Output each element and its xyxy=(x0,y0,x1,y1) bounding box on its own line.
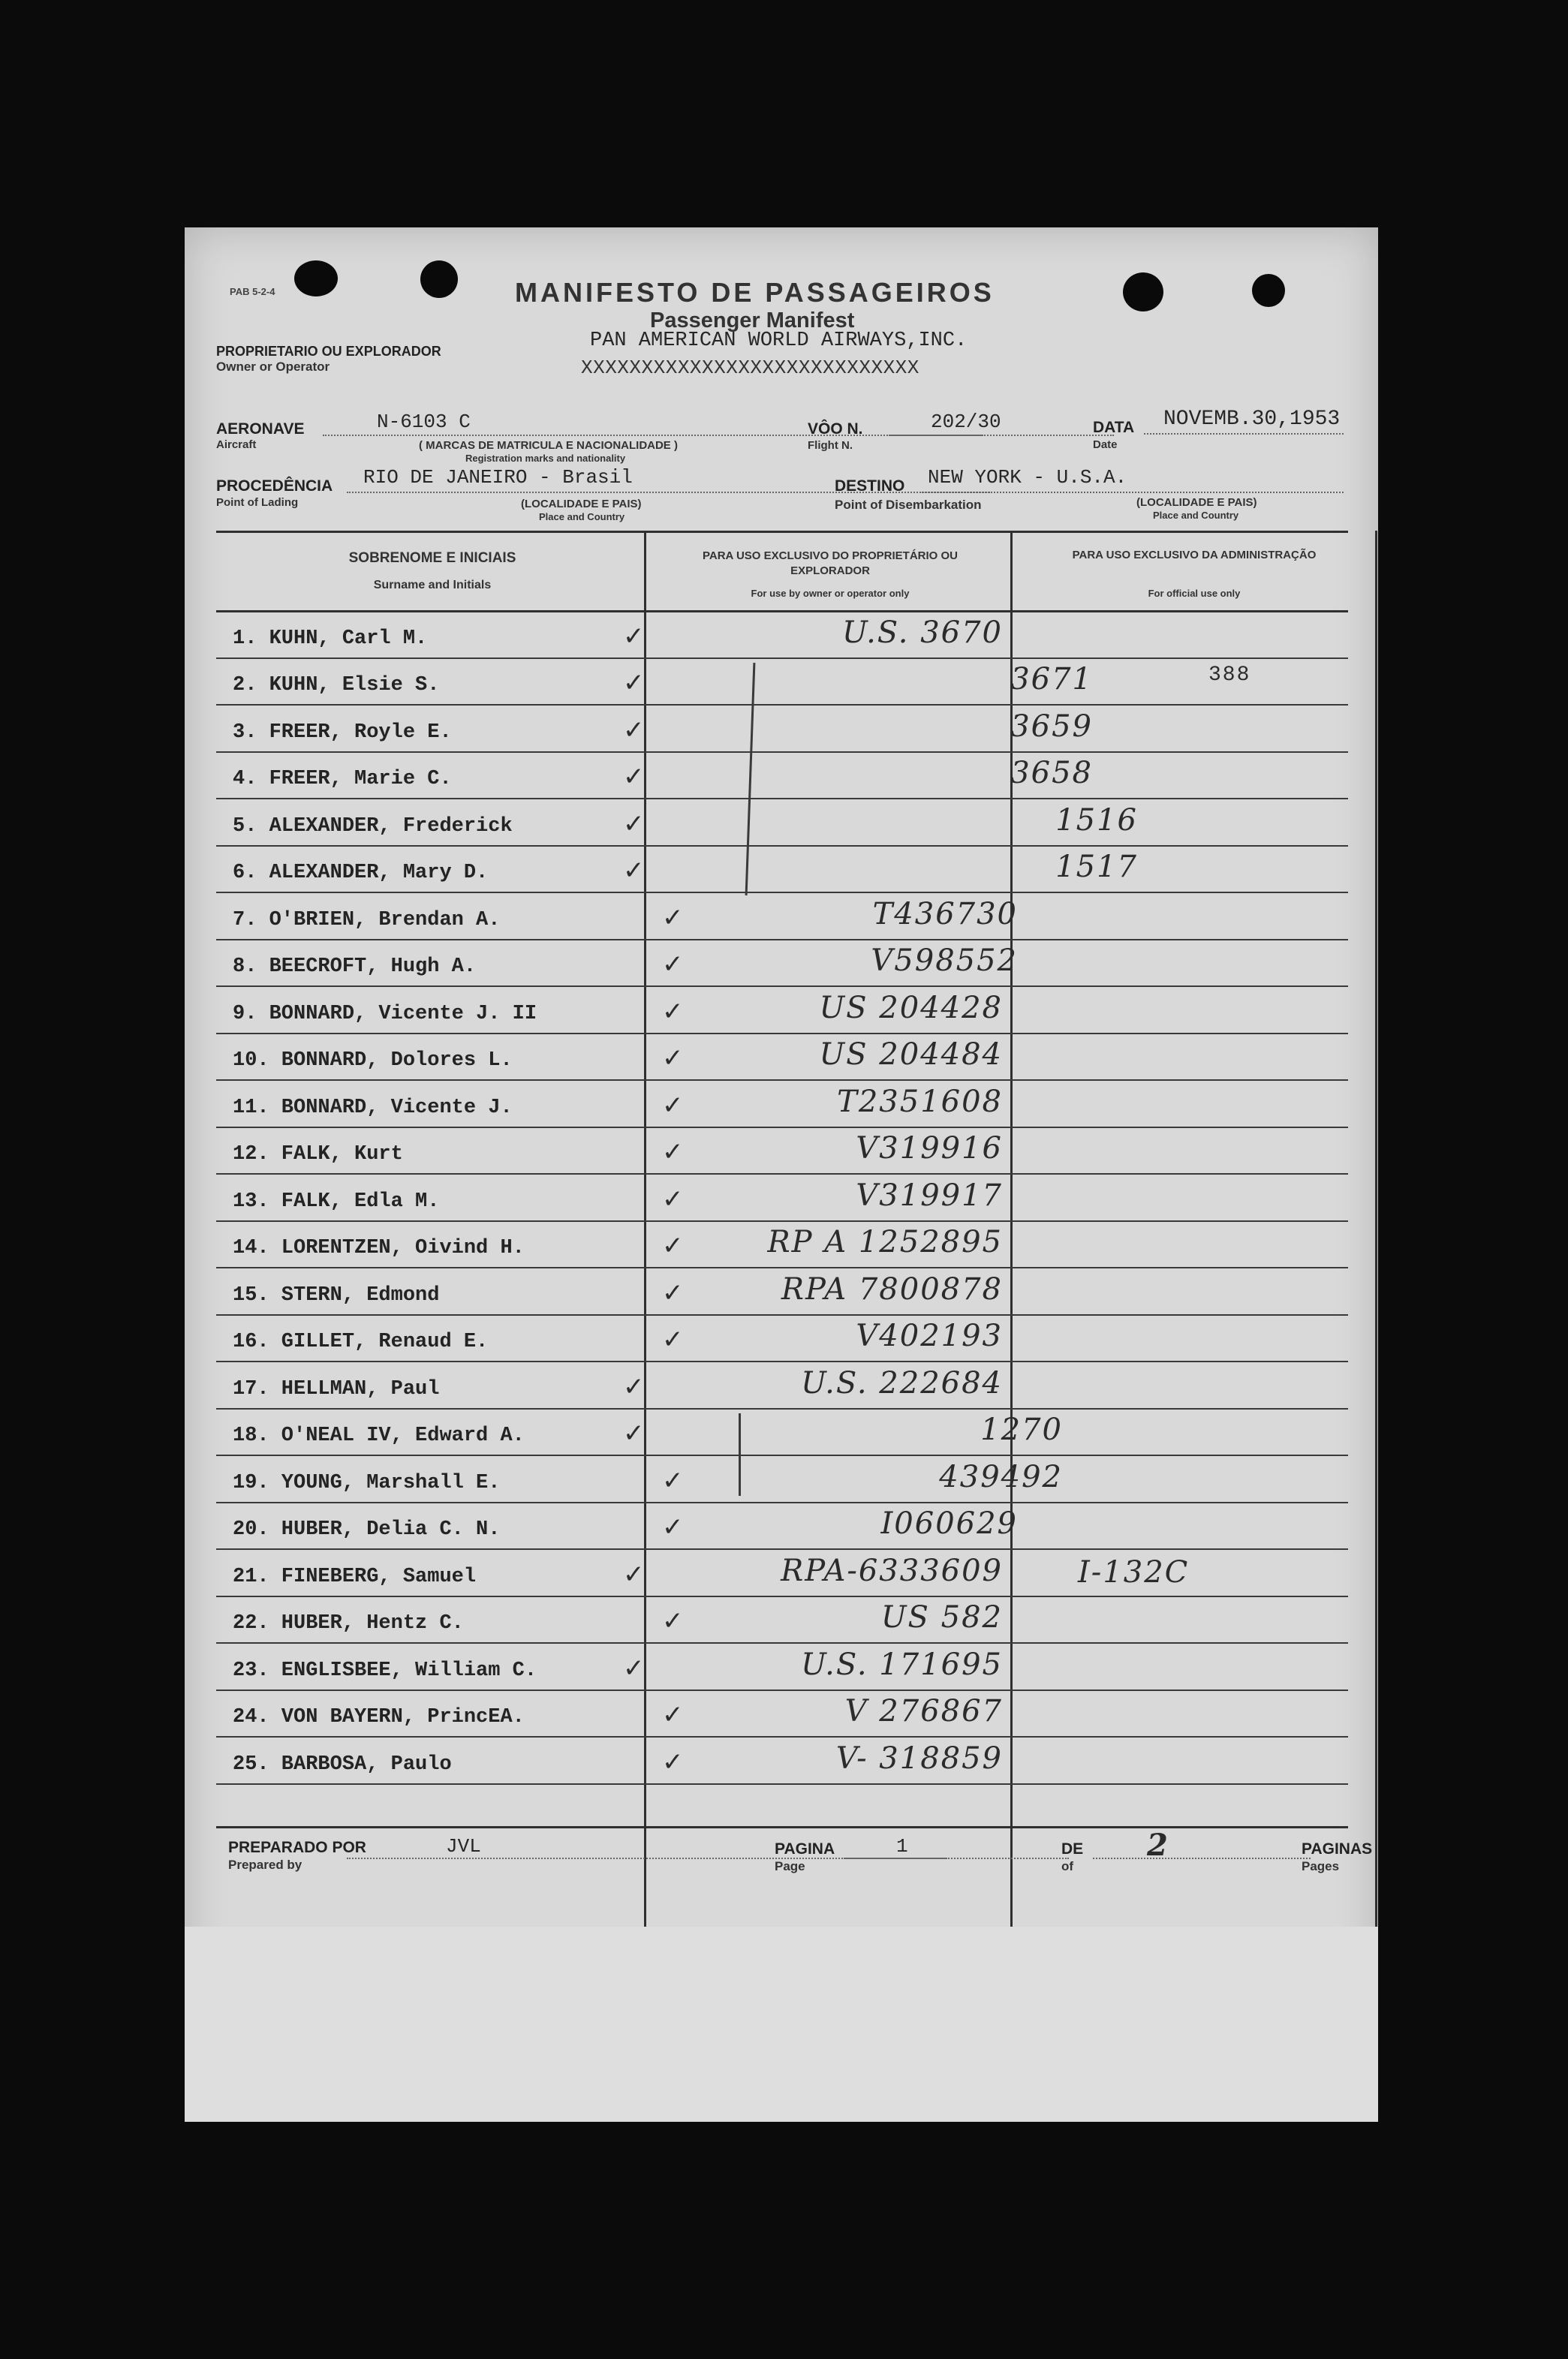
passenger-name: 24. VON BAYERN, PrincEA. xyxy=(233,1706,525,1729)
destination-value: NEW YORK - U.S.A. xyxy=(928,466,1127,489)
origin-value: RIO DE JANEIRO - Brasil xyxy=(363,466,633,489)
of-label-en: of xyxy=(1061,1859,1074,1873)
pages-label-en: Pages xyxy=(1302,1859,1340,1873)
page-label-en: Page xyxy=(775,1859,805,1873)
column-header-owner-en: For use by owner or operator only xyxy=(751,588,910,599)
column-header-official: PARA USO EXCLUSIVO DA ADMINISTRAÇÃO xyxy=(1072,549,1317,561)
passenger-name: 10. BONNARD, Dolores L. xyxy=(233,1049,513,1072)
owner-note: 3671 xyxy=(1010,662,1093,697)
destination-sub-en: Place and Country xyxy=(1153,510,1239,521)
owner-note: U.S. 171695 xyxy=(801,1647,1003,1682)
passenger-name: 8. BEECROFT, Hugh A. xyxy=(233,955,477,978)
owner-note: V- 318859 xyxy=(835,1741,1003,1776)
owner-note: U.S. 222684 xyxy=(801,1366,1003,1401)
passenger-name: 25. BARBOSA, Paulo xyxy=(233,1753,452,1776)
owner-note: 3658 xyxy=(1010,756,1093,790)
column-header-surname: SOBRENOME E INICIAIS xyxy=(348,550,516,566)
check-mark-icon: ✓ xyxy=(662,903,684,933)
prepared-label-en: Prepared by xyxy=(228,1858,302,1872)
aircraft-sub-en: Registration marks and nationality xyxy=(465,453,626,464)
operator-name: PAN AMERICAN WORLD AIRWAYS,INC. xyxy=(590,329,968,352)
passenger-name: 23. ENGLISBEE, William C. xyxy=(233,1659,537,1682)
owner-note: T436730 xyxy=(872,897,1018,931)
prepared-value: JVL xyxy=(446,1835,481,1858)
origin-label-en: Point of Lading xyxy=(216,496,299,509)
row-divider xyxy=(216,1033,1348,1034)
passenger-name: 14. LORENTZEN, Oivind H. xyxy=(233,1237,525,1259)
row-divider xyxy=(216,1220,1348,1222)
origin-sub: (LOCALIDADE E PAIS) xyxy=(521,498,642,510)
passenger-name: 22. HUBER, Hentz C. xyxy=(233,1612,464,1635)
check-mark-icon: ✓ xyxy=(623,762,645,792)
check-mark-icon: ✓ xyxy=(662,949,684,979)
check-mark-icon: ✓ xyxy=(662,1466,684,1496)
owner-note: US 204484 xyxy=(819,1037,1003,1072)
row-divider xyxy=(216,657,1348,659)
operator-label: PROPRIETARIO OU EXPLORADOR xyxy=(216,344,441,359)
punch-hole-right-1 xyxy=(1123,272,1163,311)
owner-note: 1270 xyxy=(980,1413,1063,1447)
passenger-name: 12. FALK, Kurt xyxy=(233,1143,403,1166)
punch-hole-left-1 xyxy=(294,260,338,296)
official-note: 388 xyxy=(1208,663,1251,687)
aircraft-label-en: Aircraft xyxy=(216,438,257,451)
owner-note: I060629 xyxy=(880,1506,1018,1541)
check-mark-icon: ✓ xyxy=(623,856,645,886)
form-bottom-blank xyxy=(185,1927,1378,2122)
column-header-surname-en: Surname and Initials xyxy=(373,579,492,591)
table-header-border xyxy=(216,610,1348,612)
aircraft-underline xyxy=(323,435,983,436)
column-divider-1 xyxy=(644,531,646,2030)
passenger-name: 3. FREER, Royle E. xyxy=(233,721,452,744)
pages-label: PAGINAS xyxy=(1302,1840,1373,1858)
aircraft-sub: ( MARCAS DE MATRICULA E NACIONALIDADE ) xyxy=(419,439,678,452)
owner-note: 439492 xyxy=(939,1460,1063,1494)
destination-sub: (LOCALIDADE E PAIS) xyxy=(1136,496,1257,509)
row-divider xyxy=(216,1548,1348,1550)
official-note: I-132C xyxy=(1078,1555,1190,1590)
row-divider xyxy=(216,1690,1348,1691)
column-header-official-en: For official use only xyxy=(1148,588,1241,599)
passenger-name: 21. FINEBERG, Samuel xyxy=(233,1566,477,1588)
row-divider xyxy=(216,1736,1348,1738)
punch-hole-left-2 xyxy=(420,260,458,298)
row-divider xyxy=(216,1079,1348,1081)
passenger-name: 6. ALEXANDER, Mary D. xyxy=(233,862,489,884)
row-divider xyxy=(216,1267,1348,1268)
row-divider xyxy=(216,845,1348,847)
punch-hole-right-2 xyxy=(1252,274,1285,307)
owner-note: 1516 xyxy=(1055,803,1138,838)
destination-label: DESTINO xyxy=(835,477,905,495)
bracket-stroke xyxy=(739,1413,741,1496)
struck-text: XXXXXXXXXXXXXXXXXXXXXXXXXXXX xyxy=(581,357,919,379)
passenger-name: 17. HELLMAN, Paul xyxy=(233,1378,440,1401)
passenger-name: 19. YOUNG, Marshall E. xyxy=(233,1472,501,1494)
table-bottom-border xyxy=(216,1826,1348,1828)
of-underline xyxy=(1093,1858,1311,1859)
owner-note: T2351608 xyxy=(837,1085,1003,1119)
row-divider xyxy=(216,1502,1348,1503)
check-mark-icon: ✓ xyxy=(623,809,645,839)
owner-note: 1517 xyxy=(1055,850,1138,884)
owner-note: RP A 1252895 xyxy=(767,1225,1003,1259)
check-mark-icon: ✓ xyxy=(662,1606,684,1636)
table-right-border xyxy=(1375,531,1377,2030)
row-divider xyxy=(216,704,1348,706)
check-mark-icon: ✓ xyxy=(662,1747,684,1777)
page-label: PAGINA xyxy=(775,1840,835,1858)
row-divider xyxy=(216,1173,1348,1175)
manifest-title-en: Passenger Manifest xyxy=(650,308,855,332)
check-mark-icon: ✓ xyxy=(623,1372,645,1402)
check-mark-icon: ✓ xyxy=(623,621,645,651)
row-divider xyxy=(216,798,1348,799)
passenger-name: 1. KUHN, Carl M. xyxy=(233,627,428,650)
check-mark-icon: ✓ xyxy=(662,997,684,1027)
date-underline xyxy=(1144,433,1344,435)
owner-note: 3659 xyxy=(1010,709,1093,744)
date-value: NOVEMB.30,1953 xyxy=(1163,408,1341,431)
flight-value: 202/30 xyxy=(931,411,1001,433)
owner-note: V319916 xyxy=(856,1131,1003,1166)
row-divider xyxy=(216,1783,1348,1785)
of-label: DE xyxy=(1061,1840,1084,1858)
flight-label: VÔO N. xyxy=(808,420,863,438)
date-label-en: Date xyxy=(1093,438,1118,451)
manifest-title: MANIFESTO DE PASSAGEIROS xyxy=(515,277,995,308)
owner-note: U.S. 3670 xyxy=(842,615,1003,650)
form-number: PAB 5-2-4 xyxy=(230,286,275,297)
passenger-name: 16. GILLET, Renaud E. xyxy=(233,1331,489,1353)
date-label: DATA xyxy=(1093,419,1135,436)
row-divider xyxy=(216,1408,1348,1410)
owner-note: RPA-6333609 xyxy=(781,1554,1003,1588)
row-divider xyxy=(216,892,1348,893)
aircraft-label: AERONAVE xyxy=(216,420,305,438)
passenger-name: 13. FALK, Edla M. xyxy=(233,1190,440,1213)
page-value: 1 xyxy=(896,1835,908,1858)
passenger-name: 9. BONNARD, Vicente J. II xyxy=(233,1003,537,1025)
owner-note: RPA 7800878 xyxy=(781,1272,1003,1307)
row-divider xyxy=(216,1455,1348,1456)
origin-label: PROCEDÊNCIA xyxy=(216,477,333,495)
passenger-name: 20. HUBER, Delia C. N. xyxy=(233,1518,501,1541)
check-mark-icon: ✓ xyxy=(662,1512,684,1542)
check-mark-icon: ✓ xyxy=(623,715,645,745)
flight-label-en: Flight N. xyxy=(808,439,853,452)
table-top-border xyxy=(216,531,1348,533)
bracket-stroke xyxy=(745,663,756,895)
owner-note: V319917 xyxy=(856,1178,1003,1213)
passenger-name: 15. STERN, Edmond xyxy=(233,1284,440,1307)
row-divider xyxy=(216,939,1348,940)
column-header-owner: PARA USO EXCLUSIVO DO PROPRIETÁRIO OU EXPLORADOR xyxy=(702,549,959,577)
check-mark-icon: ✓ xyxy=(623,1419,645,1449)
owner-note: US 582 xyxy=(880,1600,1003,1635)
row-divider xyxy=(216,985,1348,987)
destination-underline xyxy=(922,492,1344,493)
row-divider xyxy=(216,1314,1348,1316)
passenger-name: 4. FREER, Marie C. xyxy=(233,768,452,790)
check-mark-icon: ✓ xyxy=(662,1091,684,1121)
row-divider xyxy=(216,1361,1348,1362)
operator-label-en: Owner or Operator xyxy=(216,360,330,374)
row-divider xyxy=(216,1642,1348,1644)
check-mark-icon: ✓ xyxy=(662,1137,684,1167)
passenger-name: 7. O'BRIEN, Brendan A. xyxy=(233,909,501,931)
row-divider xyxy=(216,1596,1348,1597)
aircraft-value: N-6103 C xyxy=(377,411,471,433)
passenger-name: 18. O'NEAL IV, Edward A. xyxy=(233,1425,525,1447)
row-divider xyxy=(216,751,1348,753)
check-mark-icon: ✓ xyxy=(623,1653,645,1683)
flight-underline xyxy=(889,435,1114,436)
page-underline xyxy=(844,1858,1069,1859)
check-mark-icon: ✓ xyxy=(662,1700,684,1730)
check-mark-icon: ✓ xyxy=(623,668,645,698)
passenger-name: 5. ALEXANDER, Frederick xyxy=(233,815,513,838)
check-mark-icon: ✓ xyxy=(662,1325,684,1355)
check-mark-icon: ✓ xyxy=(662,1184,684,1214)
row-divider xyxy=(216,1127,1348,1128)
manifest-sheet xyxy=(185,227,1378,2122)
origin-sub-en: Place and Country xyxy=(539,511,625,522)
destination-label-en: Point of Disembarkation xyxy=(835,498,982,512)
owner-note: V598552 xyxy=(871,943,1018,978)
prepared-label: PREPARADO POR xyxy=(228,1839,366,1856)
passenger-name: 2. KUHN, Elsie S. xyxy=(233,674,440,697)
check-mark-icon: ✓ xyxy=(623,1560,645,1590)
check-mark-icon: ✓ xyxy=(662,1043,684,1073)
owner-note: US 204428 xyxy=(819,991,1003,1025)
check-mark-icon: ✓ xyxy=(662,1231,684,1261)
of-value: 2 xyxy=(1147,1828,1168,1863)
passenger-name: 11. BONNARD, Vicente J. xyxy=(233,1097,513,1119)
owner-note: V 276867 xyxy=(844,1694,1003,1729)
owner-note: V402193 xyxy=(856,1319,1003,1353)
check-mark-icon: ✓ xyxy=(662,1278,684,1308)
